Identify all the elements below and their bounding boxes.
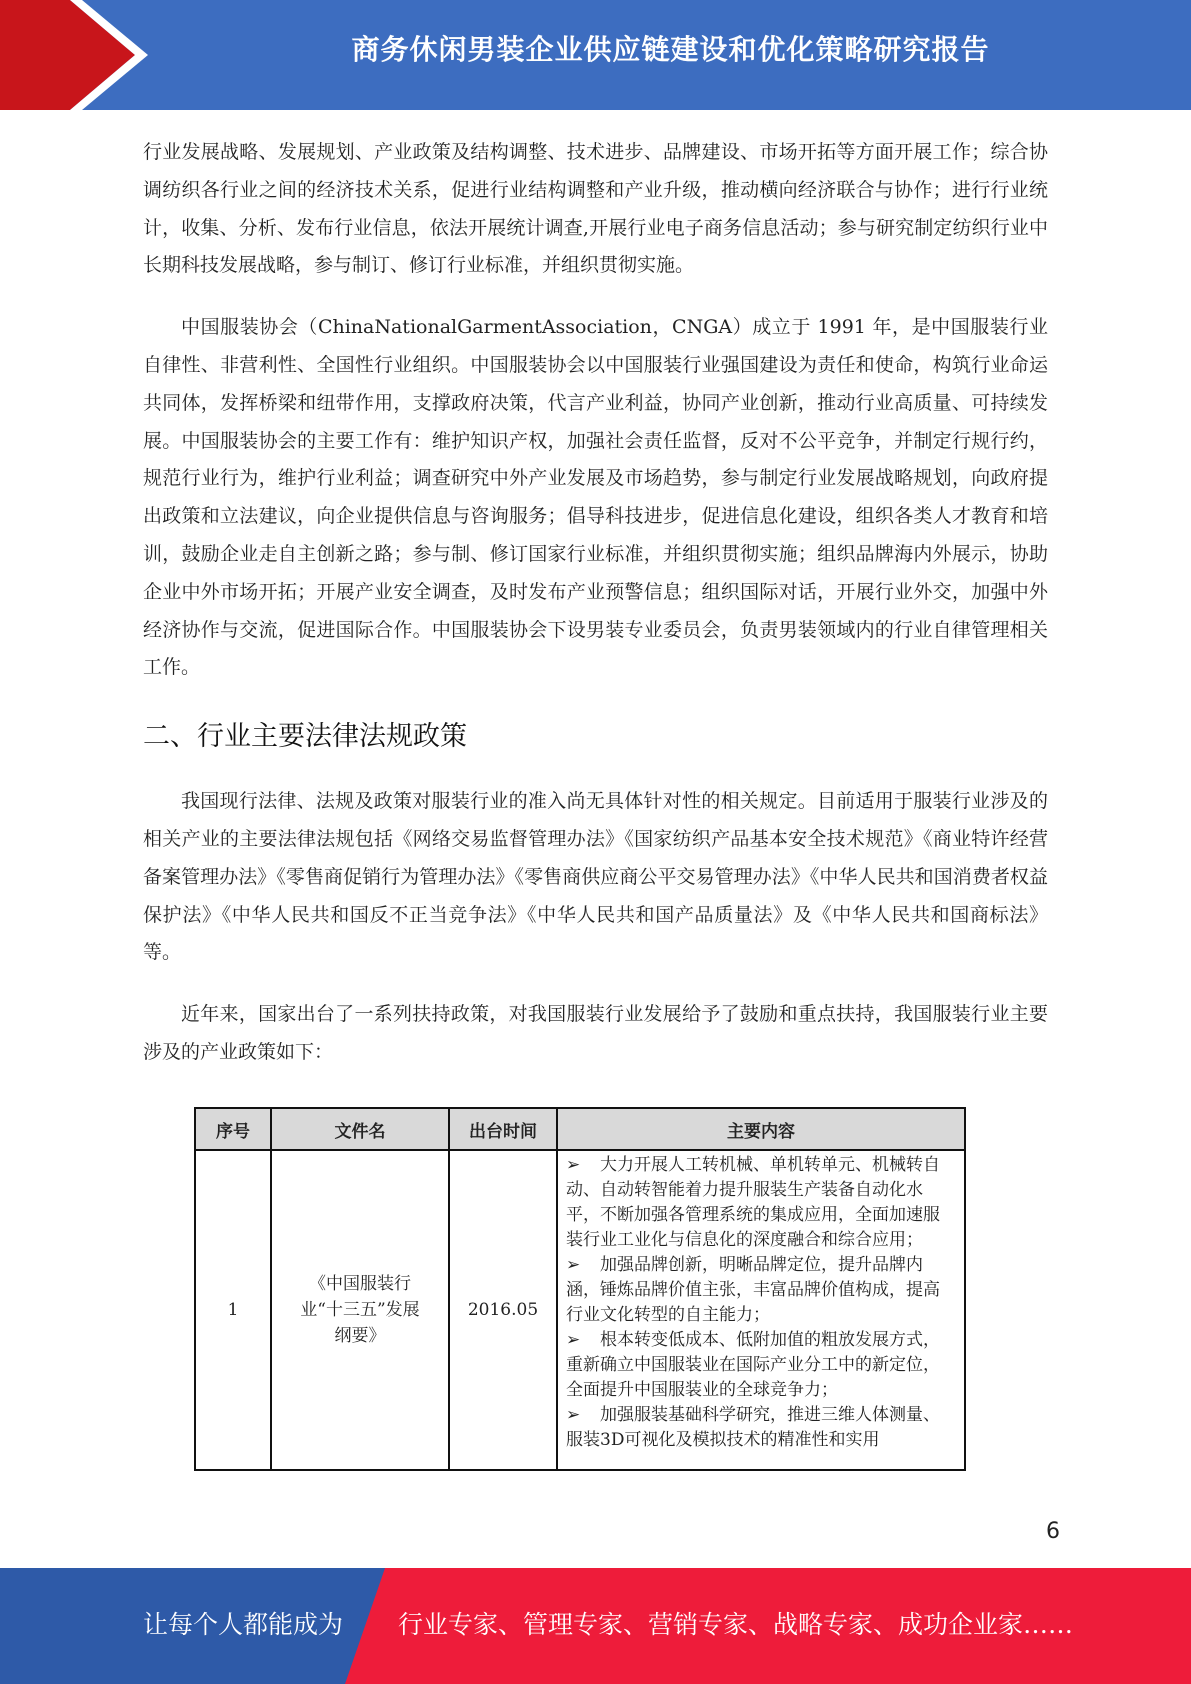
cell-date: 2016.05 (449, 1150, 557, 1470)
page-header (0, 0, 1191, 110)
footer-slogan-left: 让每个人都能成为 (143, 1610, 344, 1639)
page-content (143, 134, 1048, 1072)
footer-slogan-right: 行业专家、管理专家、营销专家、战略专家、成功企业家…… (398, 1610, 1074, 1639)
arrow-bullet-icon: ➢ (566, 1405, 581, 1425)
arrow-bullet-icon: ➢ (566, 1330, 581, 1350)
content-bullet: ➢ 加强品牌创新，明晰品牌定位，提升品牌内涵，锤炼品牌价值主张，丰富品牌价值构成，提高行业文化转型的自主能力； (566, 1255, 940, 1325)
arrow-bullet-icon: ➢ (566, 1255, 581, 1275)
table-header-row (195, 1108, 965, 1150)
body-paragraph: 行业发展战略、发展规划、产业政策及结构调整、技术进步、品牌建设、市场开拓等方面开展工作；综合协调纺织各行业之间的经济技术关系，促进行业结构调整和产业升级，推动横向经济联合与协作；进行行业统计，收集、分析、发布行业信息，依法开展统计调查,开展行业电子商务信息活动；参与研究制定纺织行业中长期科技发展战略，参与制订、修订行业标准，并组织贯彻实施。 (143, 141, 1048, 277)
content-bullet: ➢ 大力开展人工转机械、单机转单元、机械转自动、自动转智能着力提升服装生产装备自动化水平，不断加强各管理系统的集成应用，全面加速服装行业工业化与信息化的深度融合和综合应用； (566, 1155, 940, 1250)
cell-content (557, 1150, 965, 1470)
body-paragraph: 近年来，国家出台了一系列扶持政策，对我国服装行业发展给予了鼓励和重点扶持，我国服装行业主要涉及的产业政策如下： (143, 1003, 1048, 1063)
arrow-bullet-icon: ➢ (566, 1155, 581, 1175)
page-number: 6 (1046, 1519, 1060, 1544)
section-heading: 二、行业主要法律法规政策 (143, 721, 467, 753)
content-bullet: ➢ 根本转变低成本、低附加值的粗放发展方式，重新确立中国服装业在国际产业分工中的新定位，全面提升中国服装业的全球竞争力； (566, 1330, 940, 1400)
column-header-date: 出台时间 (449, 1108, 557, 1150)
header-arrow-decoration (0, 0, 160, 110)
column-header-content: 主要内容 (557, 1108, 965, 1150)
body-paragraph: 我国现行法律、法规及政策对服装行业的准入尚无具体针对性的相关规定。目前适用于服装行业涉及的相关产业的主要法律法规包括《网络交易监督管理办法》《国家纺织产品基本安全技术规范》《商业特许经营备案管理办法》《零售商促销行为管理办法》《零售商供应商公平交易管理办法》《中华人民共和国消费者权益保护法》《中华人民共和国反不正当竞争法》《中华人民共和国产品质量法》及《中华人民共和国商标法》等。 (143, 790, 1048, 964)
cell-name: 《中国服装行业“十三五”发展纲要》 (271, 1150, 449, 1470)
column-header-name: 文件名 (271, 1108, 449, 1150)
policy-table (194, 1107, 966, 1471)
column-header-no: 序号 (195, 1108, 271, 1150)
cell-no: 1 (195, 1150, 271, 1470)
body-paragraph: 中国服装协会（ChinaNationalGarmentAssociation，CNGA）成立于 1991 年，是中国服装行业自律性、非营利性、全国性行业组织。中国服装协会以中国服装行业强国建设为责任和使命，构筑行业命运共同体，发挥桥梁和纽带作用，支撑政府决策，代言产业利益，协同产业创新，推动行业高质量、可持续发展。中国服装协会的主要工作有：维护知识产权，加强社会责任监督，反对不公平竞争，并制定行规行约，规范行业行为，维护行业利益；调查研究中外产业发展及市场趋势，参与制定行业发展战略规划，向政府提出政策和立法建议，向企业提供信息与咨询服务；倡导科技进步，促进信息化建设，组织各类人才教育和培训，鼓励企业走自主创新之路；参与制、修订国家行业标准，并组织贯彻实施；组织品牌海内外展示，协助企业中外市场开拓；开展产业安全调查，及时发布产业预警信息；组织国际对话，开展行业外交，加强中外经济协作与交流，促进国际合作。中国服装协会下设男装专业委员会，负责男装领域内的行业自律管理相关工作。 (143, 316, 1048, 679)
report-title: 商务休闲男装企业供应链建设和优化策略研究报告 (351, 33, 990, 66)
content-bullet: ➢ 加强服装基础科学研究，推进三维人体测量、服装3D可视化及模拟技术的精准性和实用 (566, 1405, 940, 1450)
table-row (195, 1150, 965, 1470)
